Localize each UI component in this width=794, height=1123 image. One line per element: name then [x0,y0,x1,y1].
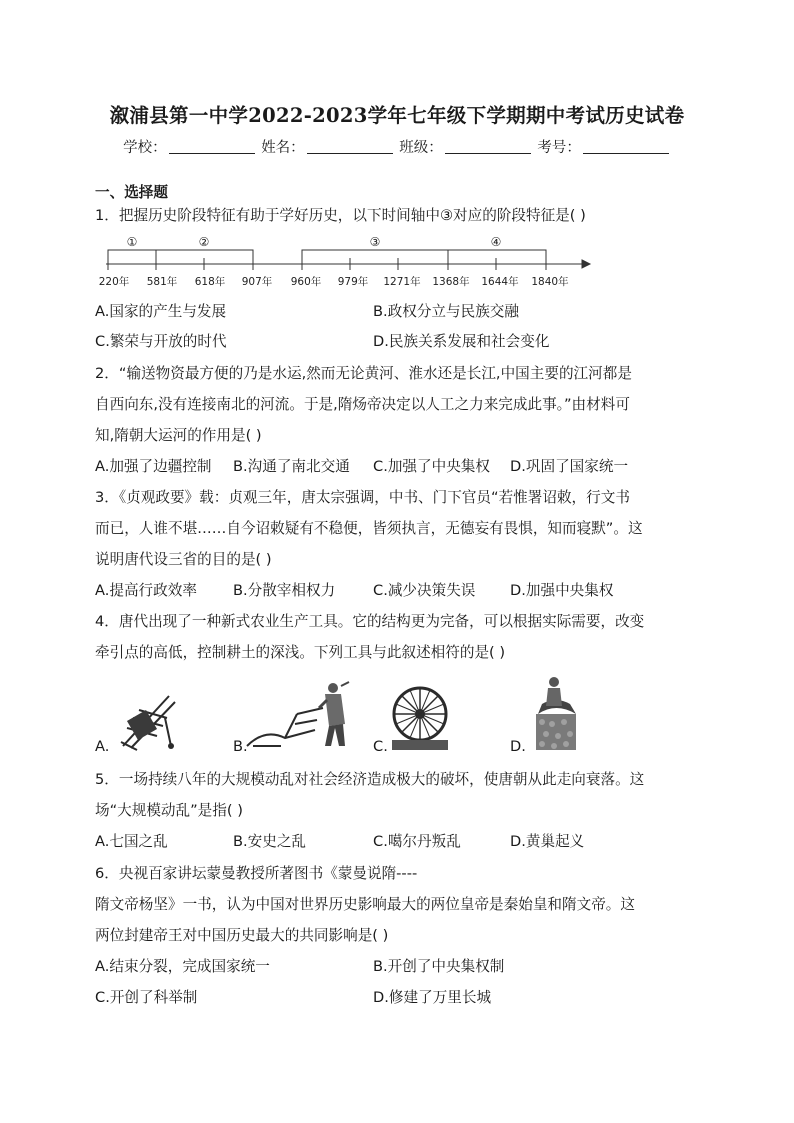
q1-stem: 1．把握历史阶段特征有助于学好历史，以下时间轴中③对应的阶段特征是( ) [95,207,586,224]
q2-option-d[interactable]: D.巩固了国家统一 [510,458,629,475]
section-title: 一、选择题 [95,184,168,201]
q5-line: 场“大规模动乱”是指( ) [95,802,243,819]
q4-line: 牵引点的高低，控制耕土的深浅。下列工具与此叙述相符的是( ) [95,644,506,661]
q4-line: 4．唐代出现了一种新式农业生产工具。它的结构更为完备，可以根据实际需要，改变 [95,613,645,630]
q1-option-a[interactable]: A.国家的产生与发展 [95,303,227,320]
q5-option-c[interactable]: C.噶尔丹叛乱 [373,833,461,850]
q2-option-b[interactable]: B.沟通了南北交通 [233,458,350,475]
timeline-mark-3: ③ [369,235,381,249]
q2-line: 2．“输送物资最方便的乃是水运,然而无论黄河、淮水还是长江,中国主要的江河都是 [95,365,632,382]
q6-option-d[interactable]: D.修建了万里长城 [373,989,492,1006]
name-label: 姓名： [261,140,305,156]
q5-line: 5．一场持续八年的大规模动乱对社会经济造成极大的破坏，使唐朝从此走向衰落。这 [95,771,645,788]
q6-option-b[interactable]: B.开创了中央集权制 [373,958,505,975]
timeline-diagram [98,230,598,292]
tool-image-d [532,674,580,752]
class-blank[interactable] [445,139,531,154]
q4-option-a[interactable]: A. [95,738,110,755]
range-bracket-4 [448,250,546,258]
q3-line: 3．《贞观政要》载：贞观三年，唐太宗强调，中书、门下官员“若惟署诏敕，行文书 [95,489,630,506]
q6-line: 6．央视百家讲坛蒙曼教授所著图书《蒙曼说隋---- [95,865,418,882]
school-label: 学校： [123,140,167,156]
timeline-label: 979年 [337,276,369,288]
tool-image-a [113,688,183,752]
timeline-mark-1: ① [126,235,138,249]
tool-image-b [245,680,355,752]
timeline-label: 960年 [290,276,322,288]
q1-option-b[interactable]: B.政权分立与民族交融 [373,303,519,320]
q6-line: 两位封建帝王对中国历史最大的共同影响是( ) [95,927,389,944]
timeline-mark-4: ④ [490,235,502,249]
q2-line: 知,隋朝大运河的作用是( ) [95,427,262,444]
number-label: 考号： [537,140,581,156]
q6-option-a[interactable]: A.结束分裂，完成国家统一 [95,958,270,975]
q2-line: 自西向东,没有连接南北的河流。于是,隋炀帝决定以人工之力来完成此事。”由材料可 [95,396,630,413]
range-bracket-1 [108,250,156,258]
q6-option-c[interactable]: C.开创了科举制 [95,989,198,1006]
name-blank[interactable] [307,139,393,154]
timeline-label: 1644年 [481,276,519,288]
q5-option-d[interactable]: D.黄巢起义 [510,833,585,850]
range-bracket-3 [302,250,448,258]
timeline-label: 1271年 [383,276,421,288]
q6-line: 隋文帝杨坚》一书，认为中国对世界历史影响最大的两位皇帝是秦始皇和隋文帝。这 [95,896,635,913]
timeline-label: 618年 [194,276,226,288]
timeline-label: 581年 [146,276,178,288]
q1-option-c[interactable]: C.繁荣与开放的时代 [95,333,227,350]
number-blank[interactable] [583,139,669,154]
q3-option-a[interactable]: A.提高行政效率 [95,582,197,599]
range-bracket-2 [156,250,253,258]
q2-option-a[interactable]: A.加强了边疆控制 [95,458,212,475]
timeline-arrow [582,260,590,268]
class-label: 班级： [399,140,443,156]
q3-option-b[interactable]: B.分散宰相权力 [233,582,336,599]
q3-line: 而已，人谁不堪……自今诏敕疑有不稳便，皆须执言，无德妄有畏惧，知而寝默”。这 [95,520,643,537]
q5-option-a[interactable]: A.七国之乱 [95,833,168,850]
tool-image-c [390,684,450,752]
q4-option-c[interactable]: C. [373,738,388,755]
q2-option-c[interactable]: C.加强了中央集权 [373,458,490,475]
q1-option-d[interactable]: D.民族关系发展和社会变化 [373,333,550,350]
q5-option-b[interactable]: B.安史之乱 [233,833,307,850]
q3-option-c[interactable]: C.减少决策失误 [373,582,476,599]
timeline-label: 220年 [98,276,130,288]
student-info-row [0,136,794,157]
school-blank[interactable] [169,139,255,154]
q3-option-d[interactable]: D.加强中央集权 [510,582,614,599]
q4-option-b[interactable]: B. [233,738,248,755]
timeline-mark-2: ② [198,235,210,249]
timeline-label: 1368年 [432,276,470,288]
q4-option-d[interactable]: D. [510,738,526,755]
timeline-label: 1840年 [531,276,569,288]
timeline-label: 907年 [241,276,273,288]
exam-title: 溆浦县第一中学2022-2023学年七年级下学期期中考试历史试卷 [109,104,685,127]
q3-line: 说明唐代设三省的目的是( ) [95,551,272,568]
